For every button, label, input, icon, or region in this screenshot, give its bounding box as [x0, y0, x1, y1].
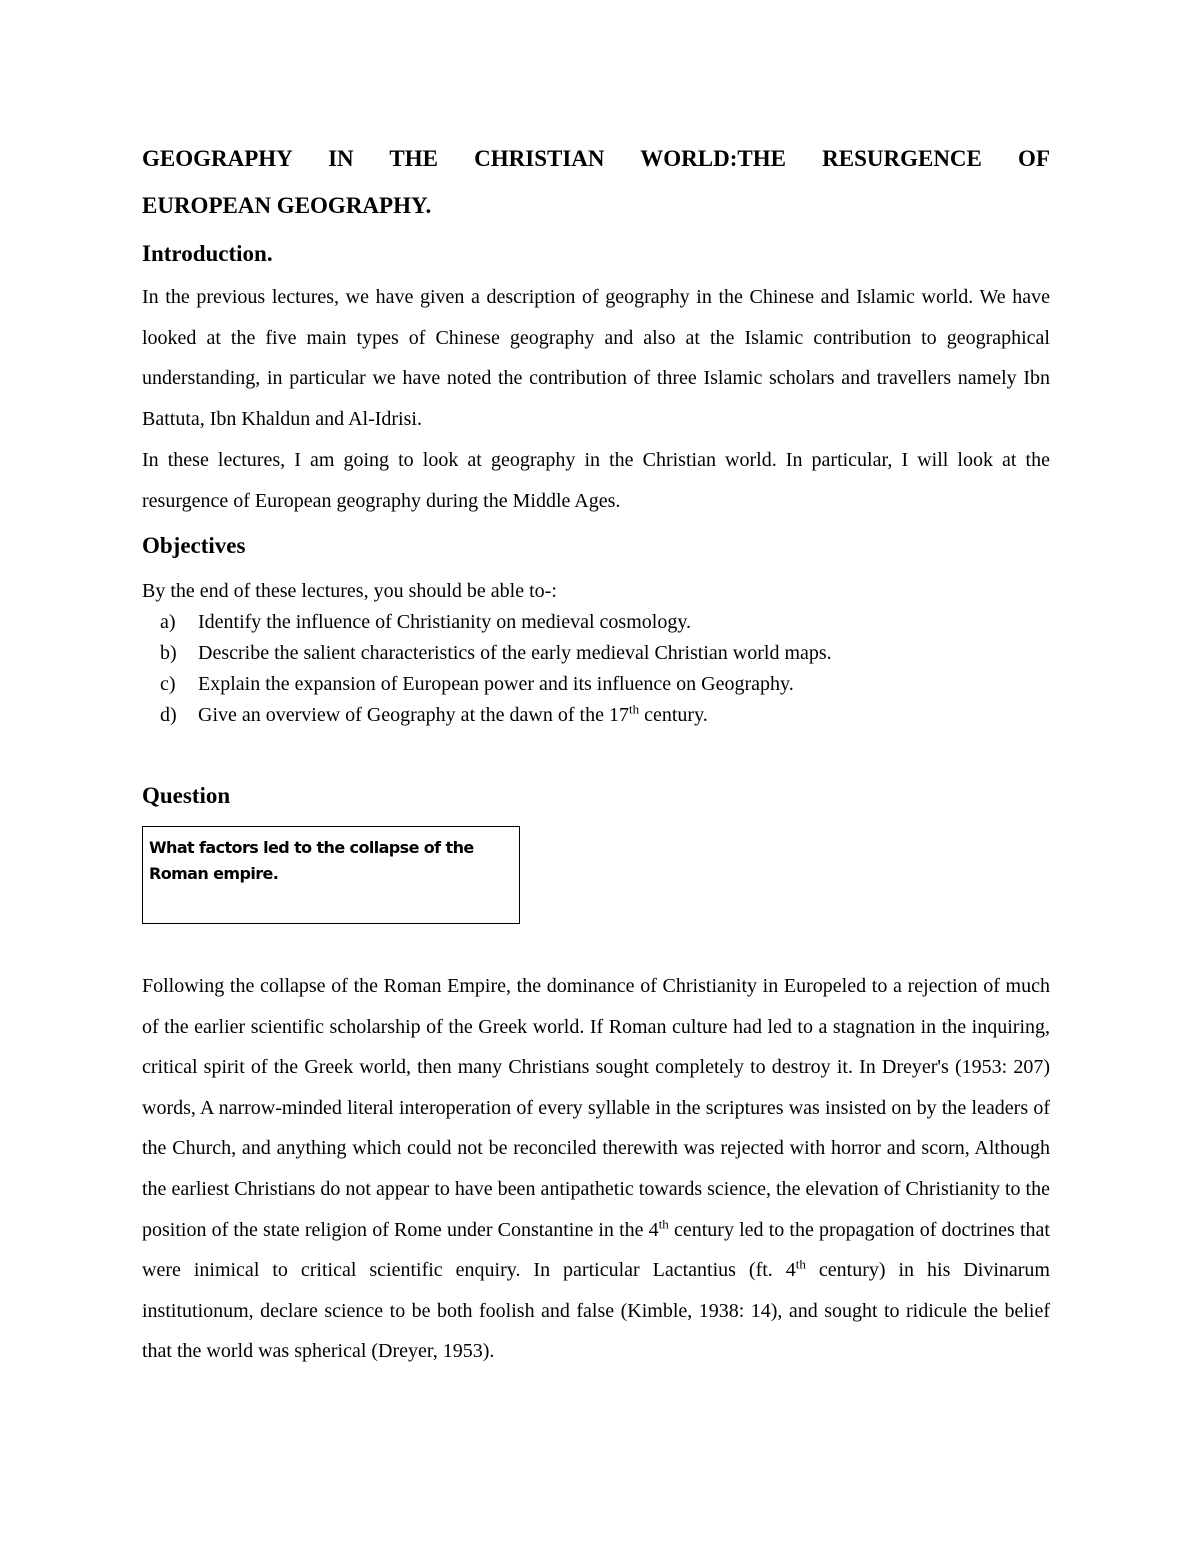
introduction-heading: Introduction.: [142, 241, 273, 266]
superscript-th: th: [795, 1256, 806, 1272]
objective-marker: b): [160, 642, 177, 664]
objective-marker: c): [160, 673, 176, 695]
body-text-part-1: Following the collapse of the Roman Empire, the dominance of Christianity in Europeled to a rejection of much of the earlier scientific scholarship of the Greek world. If Roman culture had led to a stagnation in the inquiring, critical spirit of the Greek world, then many Christians sought completely to destroy it. In Dreyer's (1953: 207) words, A narrow-minded literal interoperation of every syllable in the scriptures was insisted on by the leaders of the Church, and anything which could not be reconciled therewith was rejected with horror and scorn, Although the earliest Christians do not appear to have been antipathetic towards science, the elevation of Christianity to the position of the state religion of Rome under Constantine in the 4: [142, 975, 1050, 1241]
question-heading: Question: [142, 783, 231, 808]
body-paragraph: [142, 966, 1050, 1372]
objective-item: [142, 669, 832, 700]
objectives-heading: Objectives: [142, 533, 246, 558]
superscript-th: th: [658, 1215, 669, 1231]
objective-item: [142, 700, 832, 731]
body-text-part-3: century) in his Divinarum institutionum, declare science to be both foolish and false (Kimble, 1938: 14), and sought to ridicule the belief that the world was spherical (Dreyer, 1953).: [142, 1259, 1050, 1363]
objective-marker: d): [160, 704, 177, 726]
objective-text: Identify the influence of Christianity on medieval cosmology.: [198, 611, 692, 633]
objective-text: Explain the expansion of European power and its influence on Geography.: [198, 673, 794, 695]
objective-text-end: century.: [639, 704, 708, 726]
objective-text: Describe the salient characteristics of the early medieval Christian world maps.: [198, 642, 832, 664]
objective-marker: a): [160, 611, 176, 633]
question-box: What factors led to the collapse of the Roman empire.: [142, 826, 520, 924]
introduction-paragraph-1: In the previous lectures, we have given a description of geography in the Chinese and Islamic world. We have looked at the five main types of Chinese geography and also at the Islamic contribution to geographical understanding, in particular we have noted the contribution of three Islamic scholars and travellers namely Ibn Battuta, Ibn Khaldun and Al-Idrisi.: [142, 286, 1050, 430]
body-text-part-2: century led to the propagation of doctrines that were inimical to critical scientific enquiry. In particular Lactantius (ft. 4: [142, 1218, 1050, 1282]
superscript-th: th: [628, 701, 640, 717]
objective-text: Give an overview of Geography at the dawn of the 17: [198, 704, 629, 726]
introduction-paragraph-2: In these lectures, I am going to look at geography in the Christian world. In particular, I will look at the resurgence of European geography during the Middle Ages.: [142, 449, 1050, 512]
objective-item: [142, 638, 832, 669]
document-title-line-1: GEOGRAPHY IN THE CHRISTIAN WORLD:THE RESURGENCE OF: [142, 146, 1050, 171]
document-title-line-2: EUROPEAN GEOGRAPHY.: [142, 193, 432, 218]
objectives-lead: By the end of these lectures, you should be able to-:: [142, 580, 557, 602]
objectives-list: [142, 607, 832, 731]
objective-item: [142, 607, 832, 638]
